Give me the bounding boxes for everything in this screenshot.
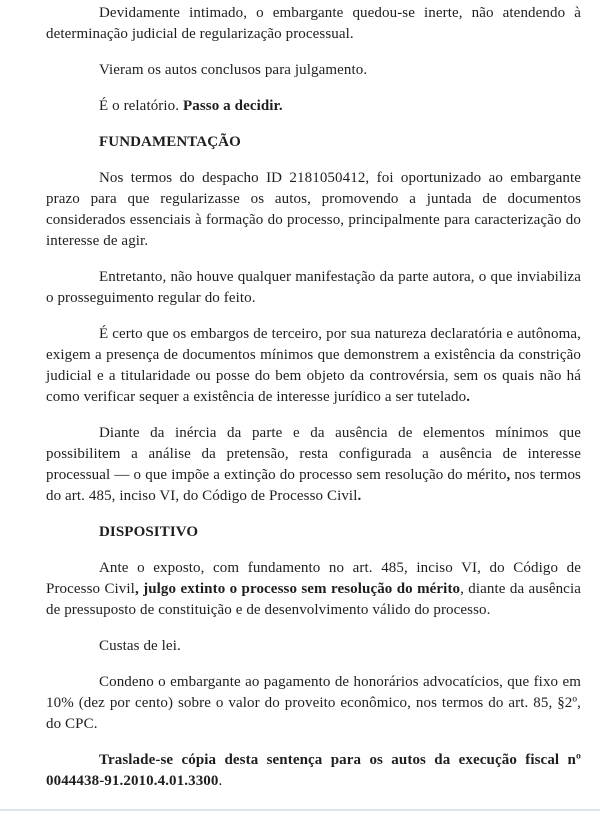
paragraph — [46, 3, 581, 45]
text-run: Custas de lei. — [99, 638, 181, 654]
text-run: Condeno o embargante ao pagamento de honorários advocatícios, que fixo em 10% (dez por cento) sobre o valor do proveito econômico, nos termos do art. 85, §2º, do CPC. — [46, 674, 581, 732]
paragraph — [46, 267, 581, 309]
paragraph — [46, 324, 581, 408]
text-run: Diante da inércia da parte e da ausência de elementos mínimos que possibilitem a análise da pretensão, resta configurada a ausência de interesse processual — o que impõe a extinção do processo sem resolução do mérito — [46, 425, 581, 483]
text-run: . — [218, 773, 223, 789]
text-run-bold: Passo a decidir. — [182, 98, 283, 114]
text-run: É o relatório. — [99, 98, 183, 114]
paragraph — [46, 423, 581, 507]
text-run: Entretanto, não houve qualquer manifestação da parte autora, o que inviabiliza o prosseguimento regular do feito. — [46, 269, 581, 306]
text-run: Devidamente intimado, o embargante quedou-se inerte, não atendendo à determinação judicial de regularização processual. — [46, 5, 581, 42]
paragraph — [46, 672, 581, 735]
paragraph — [46, 750, 581, 792]
paragraph — [46, 60, 581, 81]
text-run: , diante da ausência de pressuposto de constituição e de desenvolvimento válido do processo. — [46, 581, 581, 618]
text-run-bold: FUNDAMENTAÇÃO — [99, 134, 241, 150]
document-body — [46, 3, 581, 792]
text-run-bold: , — [134, 581, 139, 597]
section-heading — [46, 132, 581, 153]
text-run: Nos termos do despacho ID 2181050412, foi oportunizado ao embargante prazo para que regularizasse os autos, promovendo a juntada de documentos considerados essenciais à formação do processo, principalmente para caracterização do interesse de agir. — [46, 170, 581, 249]
text-run: Ante o exposto, com fundamento no art. 485, inciso VI, do Código de Processo Civil — [46, 560, 581, 597]
section-heading — [46, 522, 581, 543]
text-run-bold: julgo extinto o processo sem resolução do mérito — [143, 581, 461, 597]
paragraph — [46, 168, 581, 252]
text-run-bold: DISPOSITIVO — [99, 524, 199, 540]
text-run: nos termos do art. 485, inciso VI, do Código de Processo Civil — [46, 467, 581, 504]
paragraph — [46, 96, 581, 117]
text-run: É certo que os embargos de terceiro, por sua natureza declaratória e autônoma, exigem a presença de documentos mínimos que demonstrem a existência da constrição judicial e a titularidade ou posse do bem objeto da controvérsia, sem os quais não há como verificar sequer a existência de interesse jurídico a ser tutelado — [46, 326, 581, 405]
text-run: Vieram os autos conclusos para julgamento. — [99, 62, 368, 78]
paragraph — [46, 636, 581, 657]
page-bottom-divider — [0, 809, 600, 811]
paragraph — [46, 558, 581, 621]
text-run-bold: Traslade-se cópia desta sentença para os autos da execução fiscal nº 0044438-91.2010.4.01.3300 — [46, 752, 581, 789]
text-run-bold: . — [466, 389, 471, 405]
text-run-bold: . — [357, 488, 362, 504]
text-run-bold: , — [506, 467, 511, 483]
